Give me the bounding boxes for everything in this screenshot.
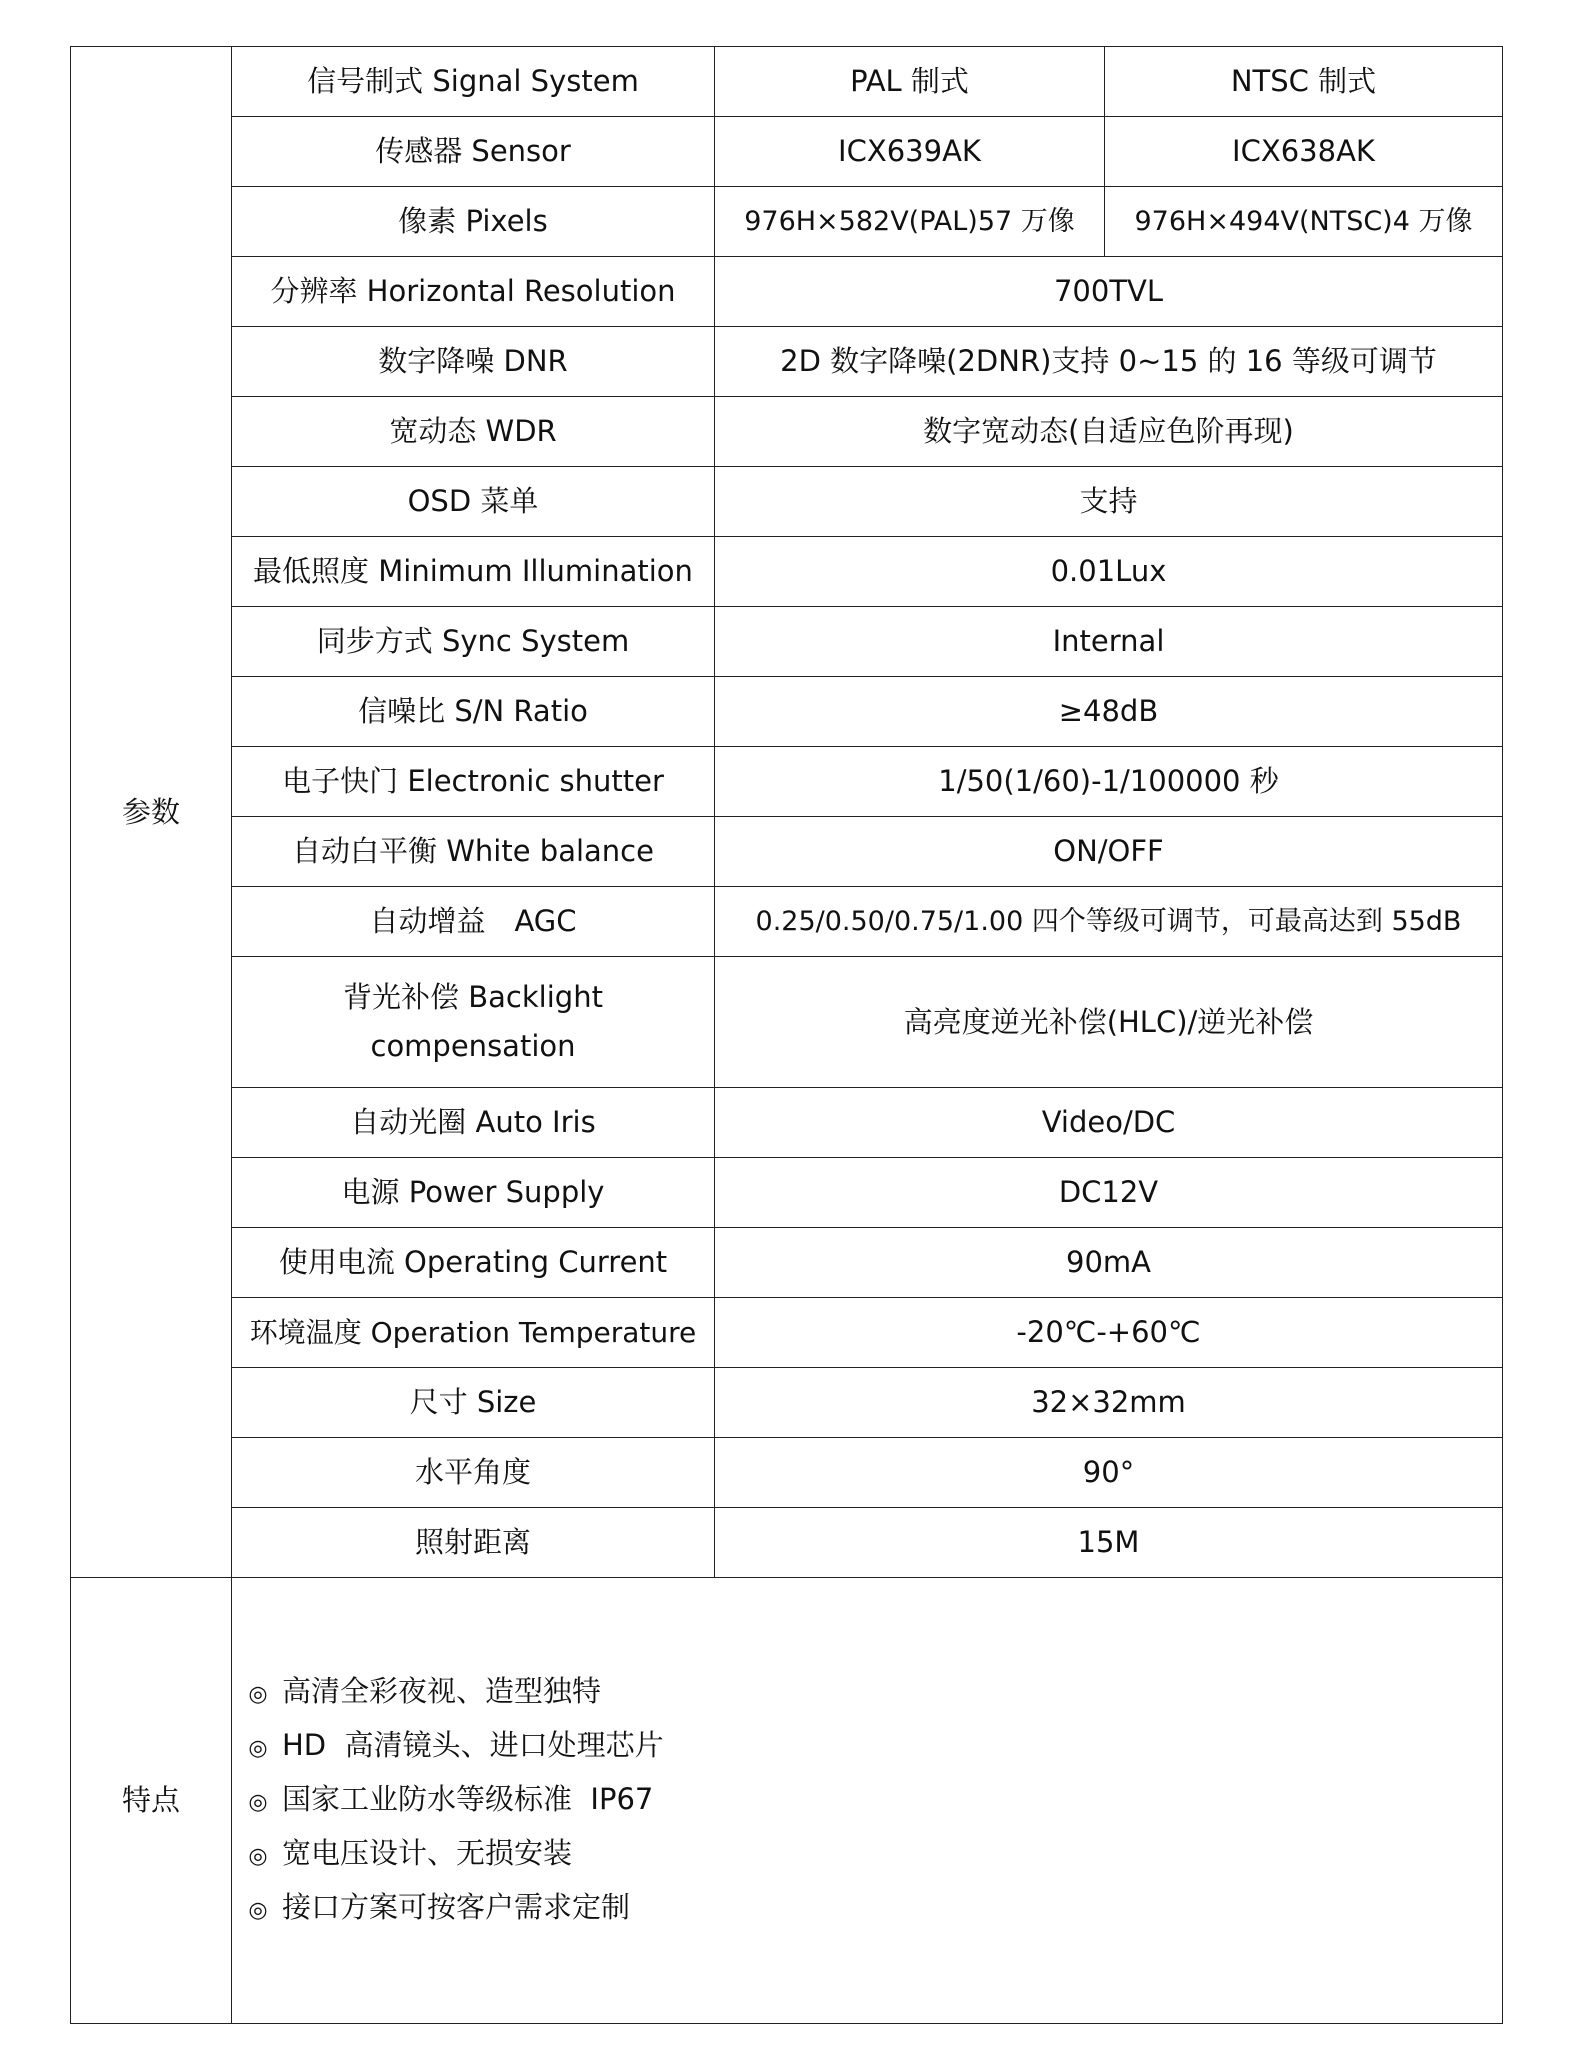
row-sync-system (71, 607, 1503, 677)
param-label: 信噪比 S/N Ratio (232, 677, 715, 747)
param-label: 电子快门 Electronic shutter (232, 747, 715, 817)
row-pixels (71, 187, 1503, 257)
param-label: 信号制式 Signal System (232, 47, 715, 117)
param-value: 90mA (715, 1228, 1503, 1298)
row-shutter (71, 747, 1503, 817)
row-dnr (71, 327, 1503, 397)
param-value-pal: 976H×582V(PAL)57 万像 (715, 187, 1105, 257)
bullet-icon: ◎ (248, 1681, 268, 1707)
param-value-ntsc: 976H×494V(NTSC)4 万像 (1105, 187, 1503, 257)
param-label: 像素 Pixels (232, 187, 715, 257)
param-label: 使用电流 Operating Current (232, 1228, 715, 1298)
row-min-illumination (71, 537, 1503, 607)
row-resolution (71, 257, 1503, 327)
param-value: 32×32mm (715, 1368, 1503, 1438)
param-label: 宽动态 WDR (232, 397, 715, 467)
row-white-balance (71, 817, 1503, 887)
param-value: Internal (715, 607, 1503, 677)
spec-table (70, 46, 1503, 2024)
param-value: Video/DC (715, 1088, 1503, 1158)
row-horizontal-angle (71, 1438, 1503, 1508)
param-label: 自动增益 AGC (232, 887, 715, 957)
param-label: OSD 菜单 (232, 467, 715, 537)
row-signal-system (71, 47, 1503, 117)
param-label: 电源 Power Supply (232, 1158, 715, 1228)
param-value: 700TVL (715, 257, 1503, 327)
bullet-icon: ◎ (248, 1789, 268, 1815)
feature-text: 接口方案可按客户需求定制 (282, 1889, 631, 1924)
features-cell (232, 1578, 1503, 2024)
row-agc (71, 887, 1503, 957)
param-value: 支持 (715, 467, 1503, 537)
param-label: 尺寸 Size (232, 1368, 715, 1438)
param-value: ≥48dB (715, 677, 1503, 747)
param-value: DC12V (715, 1158, 1503, 1228)
param-value: 0.25/0.50/0.75/1.00 四个等级可调节，可最高达到 55dB (715, 887, 1503, 957)
row-temperature (71, 1298, 1503, 1368)
section-features-label: 特点 (71, 1578, 232, 2024)
param-value: 2D 数字降噪(2DNR)支持 0~15 的 16 等级可调节 (715, 327, 1503, 397)
param-label: 自动光圈 Auto Iris (232, 1088, 715, 1158)
param-value: ON/OFF (715, 817, 1503, 887)
param-label: 背光补偿 Backlight compensation (232, 957, 715, 1088)
param-label: 最低照度 Minimum Illumination (232, 537, 715, 607)
param-value-ntsc: ICX638AK (1105, 117, 1503, 187)
bullet-icon: ◎ (248, 1843, 268, 1869)
list-item (248, 1666, 1502, 1720)
row-power-supply (71, 1158, 1503, 1228)
list-item (248, 1828, 1502, 1882)
feature-text: 国家工业防水等级标准 IP67 (282, 1781, 654, 1816)
section-params-label: 参数 (71, 47, 232, 1578)
row-size (71, 1368, 1503, 1438)
row-wdr (71, 397, 1503, 467)
param-value: -20℃-+60℃ (715, 1298, 1503, 1368)
row-sn-ratio (71, 677, 1503, 747)
feature-text: HD 高清镜头、进口处理芯片 (282, 1727, 664, 1762)
param-value: 数字宽动态(自适应色阶再现) (715, 397, 1503, 467)
feature-text: 宽电压设计、无损安装 (282, 1835, 573, 1870)
features-list (248, 1666, 1502, 1936)
param-value: 90° (715, 1438, 1503, 1508)
row-sensor (71, 117, 1503, 187)
param-value: 0.01Lux (715, 537, 1503, 607)
param-value-pal: ICX639AK (715, 117, 1105, 187)
param-label: 环境温度 Operation Temperature (232, 1298, 715, 1368)
row-irradiation-distance (71, 1508, 1503, 1578)
row-backlight (71, 957, 1503, 1088)
param-label: 照射距离 (232, 1508, 715, 1578)
param-value: 1/50(1/60)-1/100000 秒 (715, 747, 1503, 817)
row-auto-iris (71, 1088, 1503, 1158)
row-osd (71, 467, 1503, 537)
bullet-icon: ◎ (248, 1735, 268, 1761)
param-label: 传感器 Sensor (232, 117, 715, 187)
param-value-pal: PAL 制式 (715, 47, 1105, 117)
bullet-icon: ◎ (248, 1897, 268, 1923)
param-value: 15M (715, 1508, 1503, 1578)
list-item (248, 1774, 1502, 1828)
param-label: 分辨率 Horizontal Resolution (232, 257, 715, 327)
param-label: 同步方式 Sync System (232, 607, 715, 677)
row-features (71, 1578, 1503, 2024)
feature-text: 高清全彩夜视、造型独特 (282, 1673, 602, 1708)
list-item (248, 1720, 1502, 1774)
param-label: 自动白平衡 White balance (232, 817, 715, 887)
param-label: 水平角度 (232, 1438, 715, 1508)
param-value: 高亮度逆光补偿(HLC)/逆光补偿 (715, 957, 1503, 1088)
param-value-ntsc: NTSC 制式 (1105, 47, 1503, 117)
param-label: 数字降噪 DNR (232, 327, 715, 397)
row-operating-current (71, 1228, 1503, 1298)
list-item (248, 1882, 1502, 1936)
